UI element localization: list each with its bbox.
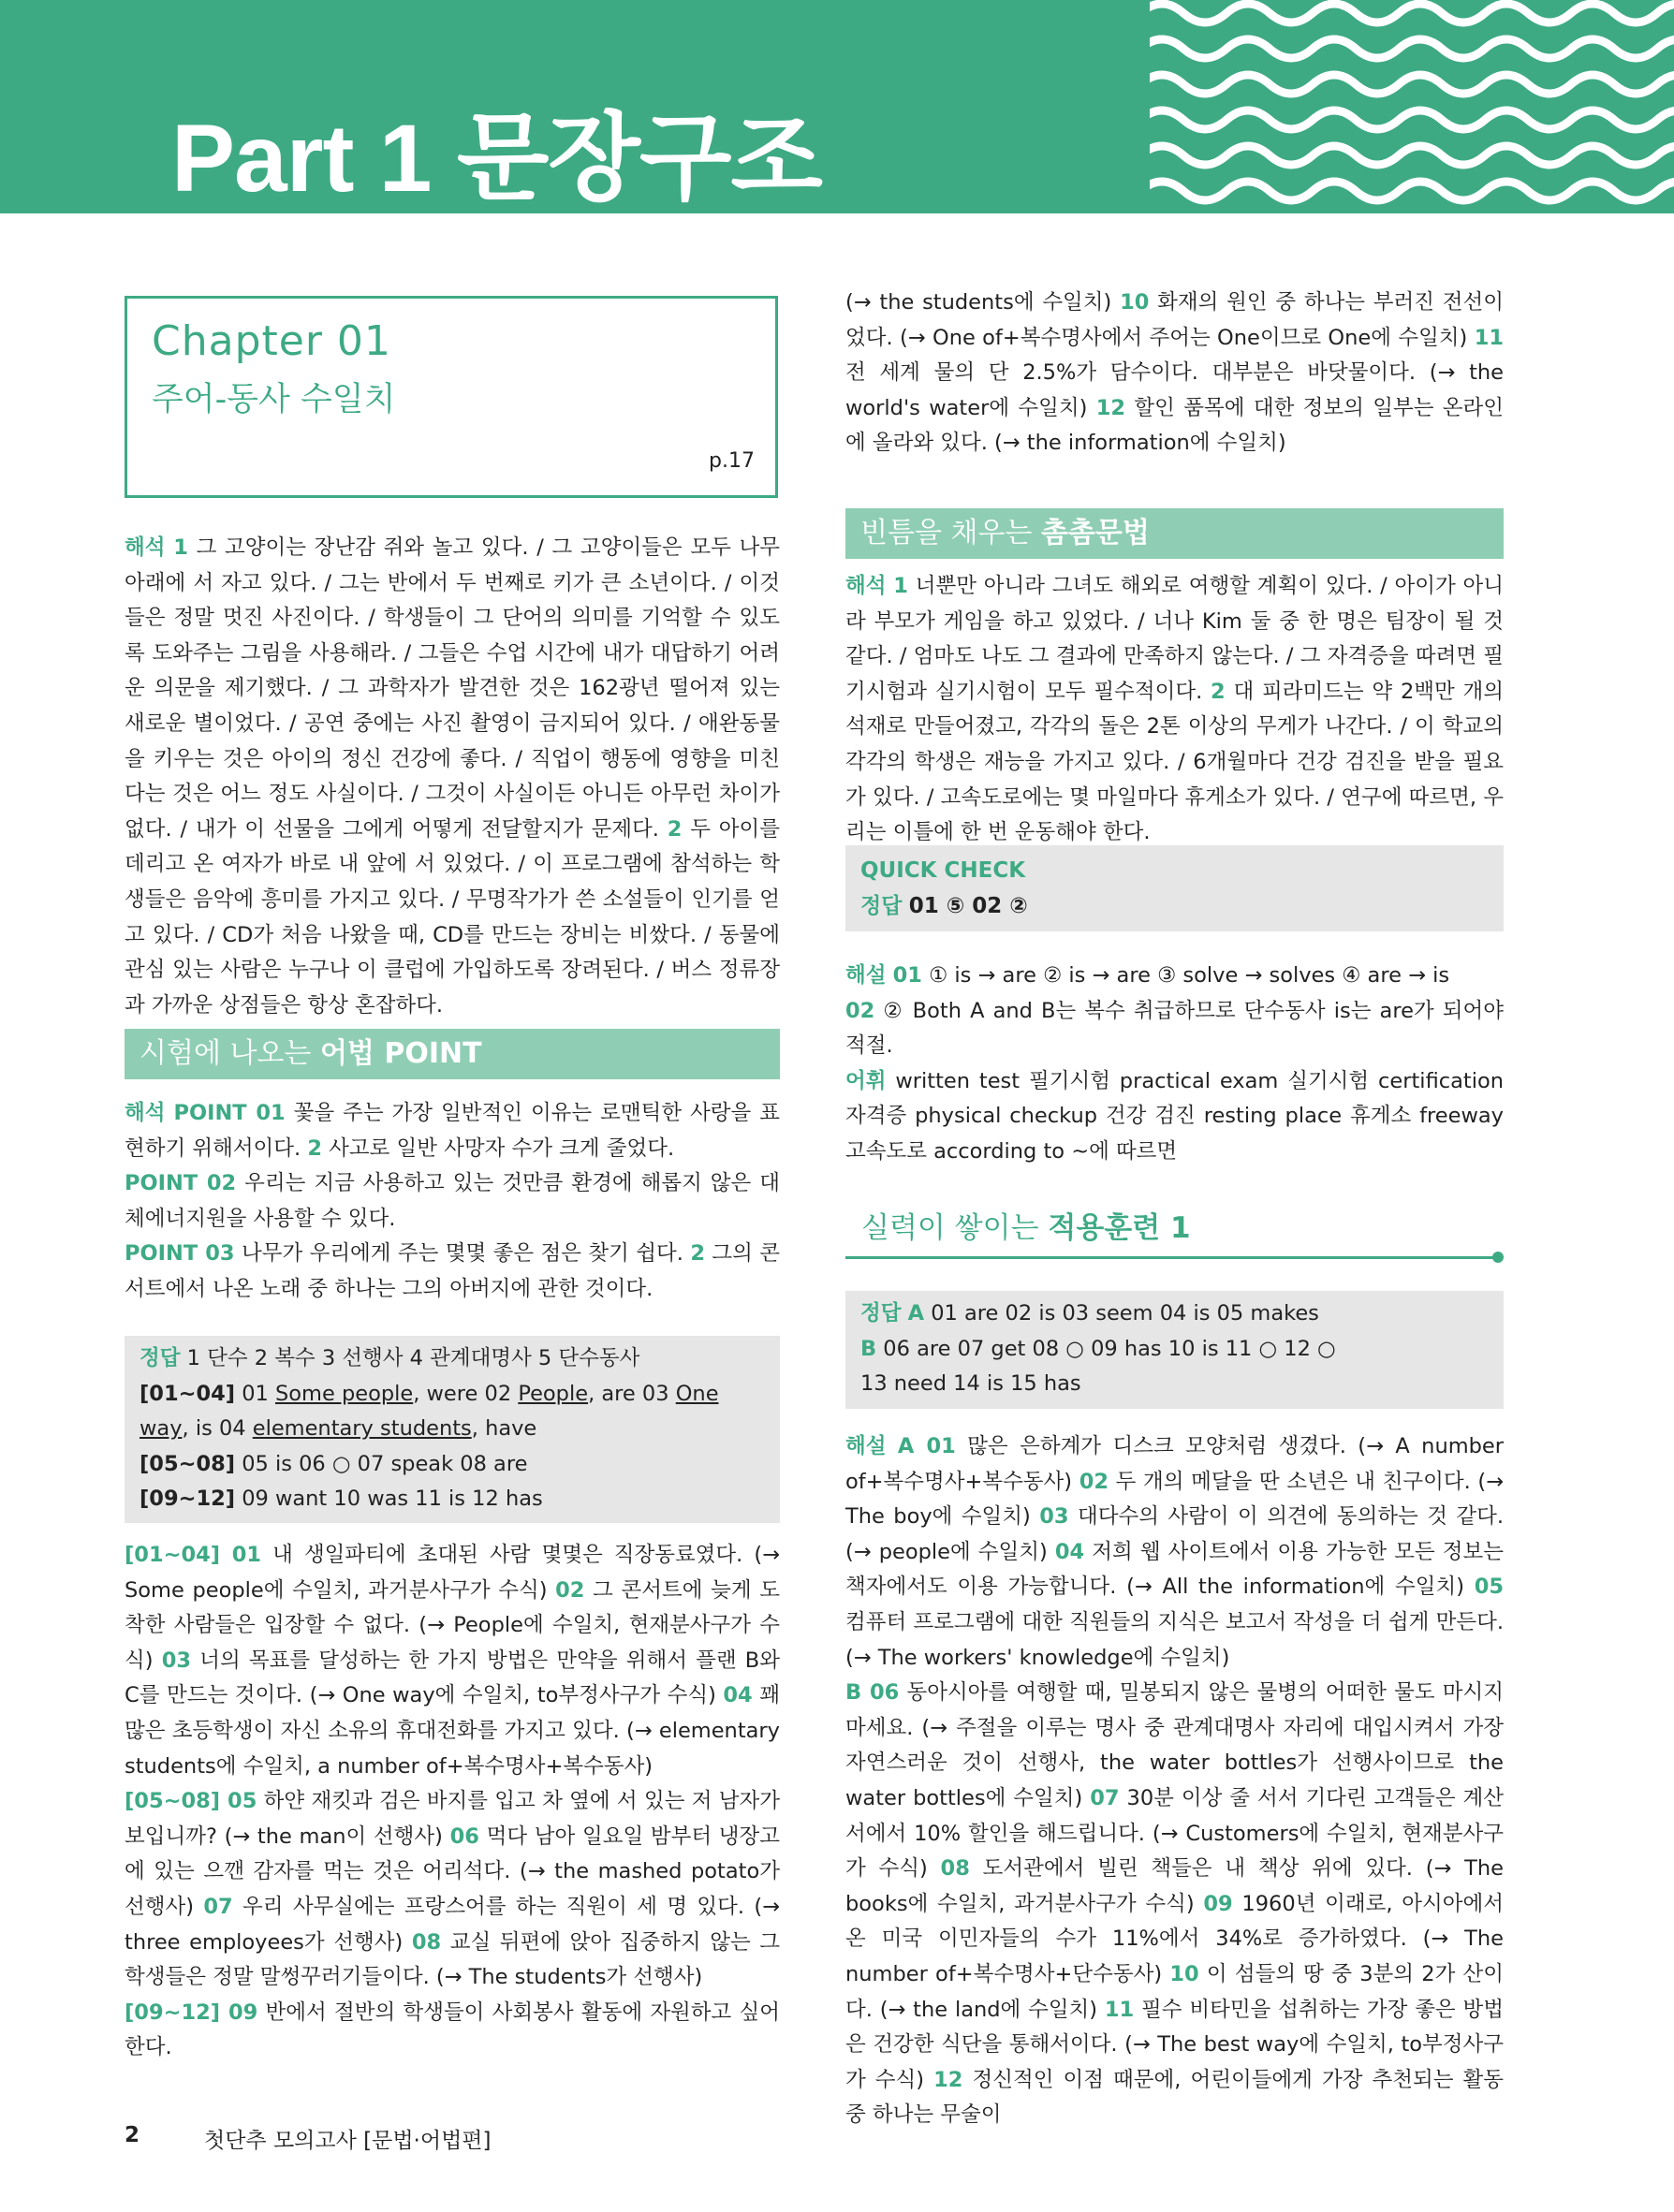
highlight-label: 2	[667, 816, 683, 842]
body-text: 하얀 재킷과 검은 바지를 입고 차 옆에 서 있는 저 남자가 보입니까? (→ the man이 선행사)	[125, 1789, 781, 1849]
left-explanation	[125, 1538, 780, 2066]
highlight-label: [09~12] 09	[125, 2000, 258, 2025]
body-text: 1 단수 2 복수 3 선행사 4 관계대명사 5 단수동사	[180, 1346, 640, 1370]
body-text: 1960년 이래로, 아시아에서 온 미국 이민자들의 수가 11%에서 34%로 증가하였다. (→ The number of+복수명사+단수동사)	[845, 1891, 1504, 1986]
bold-label: [05~08]	[140, 1451, 236, 1476]
highlight-label: 07	[203, 1894, 233, 1919]
body-text: written test 필기시험 practical exam 실기시험 certification 자격증 physical checkup 건강 검진 resting place 휴게소 freeway 고속도로 according to ~에 따르면	[845, 1068, 1504, 1164]
body-text: 많은 은하계가 디스크 모양처럼 생겼다. (→ A number of+복수명사+복수동사)	[845, 1434, 1504, 1494]
answer-row	[140, 1482, 765, 1517]
highlight-label: POINT 03	[125, 1241, 235, 1267]
section-header-bold: 촘촘문법	[1040, 517, 1150, 549]
left-answer-box	[125, 1336, 780, 1523]
answer-row	[140, 1341, 765, 1377]
quick-check-title: QUICK CHECK	[860, 858, 1026, 883]
body-text	[165, 535, 173, 560]
highlight-label: 02	[845, 998, 875, 1023]
highlight-label: 04	[723, 1683, 753, 1708]
highlight-label: 1	[893, 574, 908, 598]
section-header-bold: 어법 POINT	[319, 1037, 482, 1070]
body-text: 대 피라미드는 약 2백만 개의 석재로 만들어졌고, 각각의 돌은 2톤 이상의 무게가 나간다. / 이 학교의 각각의 학생은 재능을 가지고 있다. / 6개월마다 건강 검진을 받을 필요가 있다. / 고속도로에는 몇 마일마다 휴게소가 있다. / 연구에 따르면, 우리는 이틀에 한 번 운동해야 한다.	[845, 679, 1504, 845]
highlight-label: 어휘	[845, 1068, 887, 1093]
body-text: , is 04	[182, 1416, 253, 1442]
body-text: 09 want 10 was 11 is 12 has	[235, 1487, 543, 1512]
highlight-label: [01~04] 01	[125, 1543, 262, 1567]
chapter-title: Chapter 01	[152, 317, 391, 365]
highlight-label: 08	[940, 1856, 970, 1882]
body-text: 30분 이상 줄 서서 기다린 고객들은 계산서에서 10% 할인을 해드립니다. (→ Customers에 수일치, 현재분사구가 수식)	[845, 1785, 1504, 1882]
highlight-label: 정답	[860, 1301, 902, 1326]
body-text	[886, 963, 892, 988]
section-header-practice	[861, 1204, 1191, 1246]
highlight-label: 01	[892, 963, 922, 988]
highlight-label: 2	[690, 1241, 705, 1267]
highlight-label: 2	[1211, 679, 1226, 704]
body-text: 저희 웹 사이트에서 이용 가능한 모든 정보는 책자에서도 이용 가능합니다. (→ All the information에 수일치)	[845, 1539, 1505, 1600]
section-header-normal: 빈틈을 채우는	[860, 517, 1041, 549]
body-text: , were 02	[413, 1381, 519, 1406]
wave-pattern-icon	[1150, 0, 1674, 213]
body-text: 컴퓨터 프로그램에 대한 직원들의 지식은 보고서 작성을 더 쉽게 만든다. (→ The workers' knowledge에 수일치)	[845, 1609, 1504, 1670]
section-header-normal: 시험에 나오는	[140, 1037, 320, 1070]
highlight-label: 10	[1169, 1961, 1199, 1986]
highlight-label: 2	[307, 1135, 322, 1161]
highlight-label: 11	[1474, 325, 1504, 350]
highlight-label: A	[907, 1301, 925, 1326]
highlight-label: [05~08] 05	[125, 1789, 257, 1814]
right-explanation-continued	[845, 286, 1504, 461]
highlight-label: 08	[411, 1929, 442, 1955]
body-text: 그 고양이는 장난감 쥐와 놀고 있다. / 그 고양이들은 모두 나무 아래에 서 자고 있다. / 그는 반에서 두 번째로 키가 큰 소년이다. / 이것들은 정말 멋진 사진이다. / 학생들이 그 단어의 의미를 기억할 수 있도록 도와주는 그림을 사용해라. / 그들은 수업 시간에 내가 대답하기 어려운 의문을 제기했다. / 그 과학자가 발견한 것은 162광년 떨어져 있는 새로운 별이었다. / 공연 중에는 사진 촬영이 금지되어 있다. / 애완동물을 키우는 것은 아이의 정신 건강에 좋다. / 직업이 행동에 영향을 미친다는 것은 어느 정도 사실이다. / 그것이 사실이든 아니든 아무런 차이가 없다. / 내가 이 선물을 그에게 어떻게 전달할지가 문제다.	[125, 535, 781, 842]
highlight-label: 03	[161, 1648, 192, 1673]
body-text: 06 are 07 get 08 ○ 09 has 10 is 11 ○ 12 ○	[876, 1336, 1336, 1361]
body-text	[901, 1301, 907, 1326]
quick-check-answers: 01 ⑤ 02 ②	[908, 894, 1028, 918]
body-text: 대다수의 사람이 이 의견에 동의하는 것 같다. (→ people에 수일치)	[845, 1504, 1505, 1564]
highlight-label: 12	[933, 2067, 963, 2092]
right-vocabulary-explanation	[845, 959, 1504, 1170]
body-text: (→ the students에 수일치)	[845, 290, 1121, 315]
highlight-label: 05	[1474, 1575, 1504, 1600]
rule-end-dot-icon	[1492, 1252, 1504, 1263]
section-header-grammar-fill	[845, 508, 1504, 559]
underlined-text: One	[675, 1381, 719, 1406]
body-text: ① is → are ② is → are ③ solve → solves ④ are → is	[921, 963, 1450, 988]
body-text: 그 콘서트에 늦게 도착한 사람들은 입장할 수 없다. (→ People에 수일치, 현재분사구가 수식)	[125, 1577, 780, 1673]
answer-row	[860, 1296, 1489, 1332]
highlight-label: 10	[1120, 290, 1150, 315]
body-text: 꽃을 주는 가장 일반적인 이유는 로맨틱한 사랑을 표현하기 위해서이다.	[125, 1101, 781, 1161]
section-header-bold: 적용훈련 1	[1048, 1211, 1191, 1245]
body-text: 정신적인 이점 때문에, 어린이들에게 가장 추천되는 활동 중 하나는 무술이	[845, 2067, 1504, 2128]
body-text: 꽤 많은 초등학생이 자신 소유의 휴대전화를 가지고 있다. (→ elementary students에 수일치, a number of+복수명사+복수동사)	[125, 1683, 780, 1779]
quick-check-label: 정답	[860, 894, 903, 918]
answer-row	[860, 1367, 1489, 1402]
answer-row	[140, 1377, 765, 1413]
highlight-label: 해설	[845, 963, 887, 988]
body-text: 05 is 06 ○ 07 speak 08 are	[235, 1451, 528, 1476]
underlined-text: People	[518, 1381, 589, 1406]
underlined-text: Some people	[274, 1381, 414, 1406]
highlight-label: 09	[1203, 1891, 1233, 1916]
left-translation-2	[125, 1096, 780, 1308]
body-text: 우리는 지금 사용하고 있는 것만큼 환경에 해롭지 않은 대체에너지원을 사용할 수 있다.	[125, 1171, 780, 1231]
highlight-label: B	[860, 1336, 877, 1361]
body-text: 두 개의 메달을 딴 소년은 내 친구이다. (→ The boy에 수일치)	[845, 1469, 1504, 1530]
body-text: 01	[235, 1381, 275, 1406]
body-text: 필수 비타민을 섭취하는 가장 좋은 방법은 건강한 식단을 통해서이다. (→ The best way에 수일치, to부정사구가 수식)	[845, 1997, 1504, 2092]
body-text: 이 섬들의 땅 중 3분의 2가 산이다. (→ the land에 수일치)	[845, 1961, 1505, 2022]
body-text: 너의 목표를 달성하는 한 가지 방법은 만약을 위해서 플랜 B와 C를 만드는 것이다. (→ One way에 수일치, to부정사구가 수식)	[125, 1648, 780, 1708]
highlight-label: B 06	[845, 1680, 900, 1706]
body-text: 두 아이를 데리고 온 여자가 바로 내 앞에 서 있었다. / 이 프로그램에 참석하는 학생들은 음악에 흥미를 가지고 있다. / 무명작가가 쓴 소설들이 인기를 얻고 있다. / CD가 처음 나왔을 때, CD를 만드는 장비는 비쌌다. / 동물에 관심 있는 사람은 누구나 이 클럽에 가입하도록 장려된다. / 버스 정류장과 가까운 상점들은 항상 혼잡하다.	[125, 816, 780, 1018]
right-answer-box	[845, 1291, 1504, 1409]
page-title: Part 1 문장구조	[171, 105, 822, 212]
right-explanation	[845, 1429, 1504, 2133]
highlight-label: A 01	[897, 1434, 956, 1458]
bold-label: [01~04]	[140, 1381, 236, 1406]
highlight-label: POINT 02	[125, 1171, 237, 1196]
body-text	[886, 1434, 897, 1458]
highlight-label: 해설	[845, 1434, 887, 1458]
body-text: 너뿐만 아니라 그녀도 해외로 여행할 계획이 있다. / 아이가 아니라 부모가 게임을 하고 있었다. / 너나 Kim 둘 중 한 명은 팀장이 될 것 같다. / 엄마도 나도 그 결과에 만족하지 않는다. / 그 자격증을 따려면 필기시험과 실기시험이 모두 필수적이다.	[845, 574, 1504, 704]
answer-row	[140, 1447, 765, 1483]
highlight-label: 해석	[125, 1101, 166, 1125]
body-text: 우리 사무실에는 프랑스어를 하는 직원이 세 명 있다. (→ three employees가 선행사)	[125, 1894, 781, 1955]
answer-row	[860, 1332, 1489, 1368]
body-text: 그의 콘서트에서 나온 노래 중 하나는 그의 아버지에 관한 것이다.	[125, 1241, 780, 1301]
bold-label: [09~12]	[140, 1487, 236, 1512]
page-number: 2	[125, 2123, 140, 2147]
section-header-normal: 실력이 쌓이는	[861, 1211, 1049, 1245]
chapter-page-ref: p.17	[709, 449, 755, 473]
body-text: 사고로 일반 사망자 수가 크게 줄었다.	[322, 1135, 675, 1161]
chapter-subtitle: 주어-동사 수일치	[152, 381, 396, 418]
highlight-label: 11	[1104, 1997, 1135, 2022]
body-text: 동아시아를 여행할 때, 밀봉되지 않은 물병의 어떠한 물도 마시지 마세요. (→ 주절을 이루는 명사 중 관계대명사 자리에 대입시켜서 가장 자연스러운 것이 선행사, the water bottles가 선행사이므로 the water bottles에 수일치)	[845, 1680, 1505, 1810]
body-text: 13 need 14 is 15 has	[860, 1371, 1081, 1397]
underlined-text: way	[140, 1416, 183, 1442]
highlight-label: 12	[1095, 395, 1126, 420]
body-text: 도서관에서 빌린 책들은 내 책상 위에 있다. (→ The books에 수일치, 과거분사구가 수식)	[845, 1856, 1504, 1916]
chapter-box	[125, 296, 778, 498]
book-title: 첫단추 모의고사 [문법·어법편]	[204, 2129, 492, 2153]
highlight-label: 해석	[125, 535, 166, 560]
body-text: , have	[471, 1416, 537, 1442]
highlight-label: 02	[555, 1577, 585, 1603]
left-translation-1	[125, 531, 780, 1023]
section-header-grammar-point	[125, 1029, 780, 1079]
body-text: 교실 뒤편에 앉아 집중하지 않는 그 학생들은 정말 말썽꾸러기들이다. (→ The students가 선행사)	[125, 1929, 781, 1990]
quick-check-box	[845, 845, 1504, 931]
section-rule	[845, 1256, 1498, 1259]
body-text: , are 03	[588, 1381, 676, 1406]
highlight-label: POINT 01	[173, 1101, 286, 1125]
body-text: 01 are 02 is 03 seem 04 is 05 makes	[924, 1301, 1319, 1326]
body-text: 먹다 남아 일요일 밤부터 냉장고에 있는 으깬 감자를 먹는 것은 어리석다. (→ the mashed potato가 선행사)	[125, 1824, 780, 1919]
answer-row	[140, 1412, 765, 1447]
highlight-label: 03	[1039, 1504, 1069, 1530]
highlight-label: 1	[173, 535, 188, 560]
highlight-label: 04	[1054, 1539, 1085, 1564]
body-text: 할인 품목에 대한 정보의 일부는 온라인에 올라와 있다. (→ the information에 수일치)	[845, 395, 1504, 456]
header-banner	[0, 0, 1674, 213]
body-text: 전 세계 물의 단 2.5%가 담수이다. 대부분은 바닷물이다. (→ the world's water에 수일치)	[845, 360, 1504, 420]
highlight-label: 정답	[140, 1346, 181, 1370]
body-text: ② Both A and B는 복수 취급하므로 단수동사 is는 are가 되어야 적절.	[845, 998, 1504, 1059]
highlight-label: 02	[1079, 1469, 1109, 1494]
highlight-label: 07	[1090, 1785, 1120, 1810]
body-text: 화재의 원인 중 하나는 부러진 전선이었다. (→ One of+복수명사에서 주어는 One이므로 One에 수일치)	[845, 290, 1504, 350]
highlight-label: 해석	[845, 574, 887, 598]
body-text: 반에서 절반의 학생들이 사회봉사 활동에 자원하고 싶어 한다.	[125, 2000, 780, 2060]
right-translation	[845, 569, 1504, 851]
body-text: 내 생일파티에 초대된 사람 몇몇은 직장동료였다. (→ Some people에 수일치, 과거분사구가 수식)	[125, 1543, 780, 1603]
highlight-label: 06	[449, 1824, 479, 1849]
body-text: 나무가 우리에게 주는 몇몇 좋은 점은 찾기 쉽다.	[234, 1241, 691, 1267]
underlined-text: elementary students	[252, 1416, 472, 1442]
